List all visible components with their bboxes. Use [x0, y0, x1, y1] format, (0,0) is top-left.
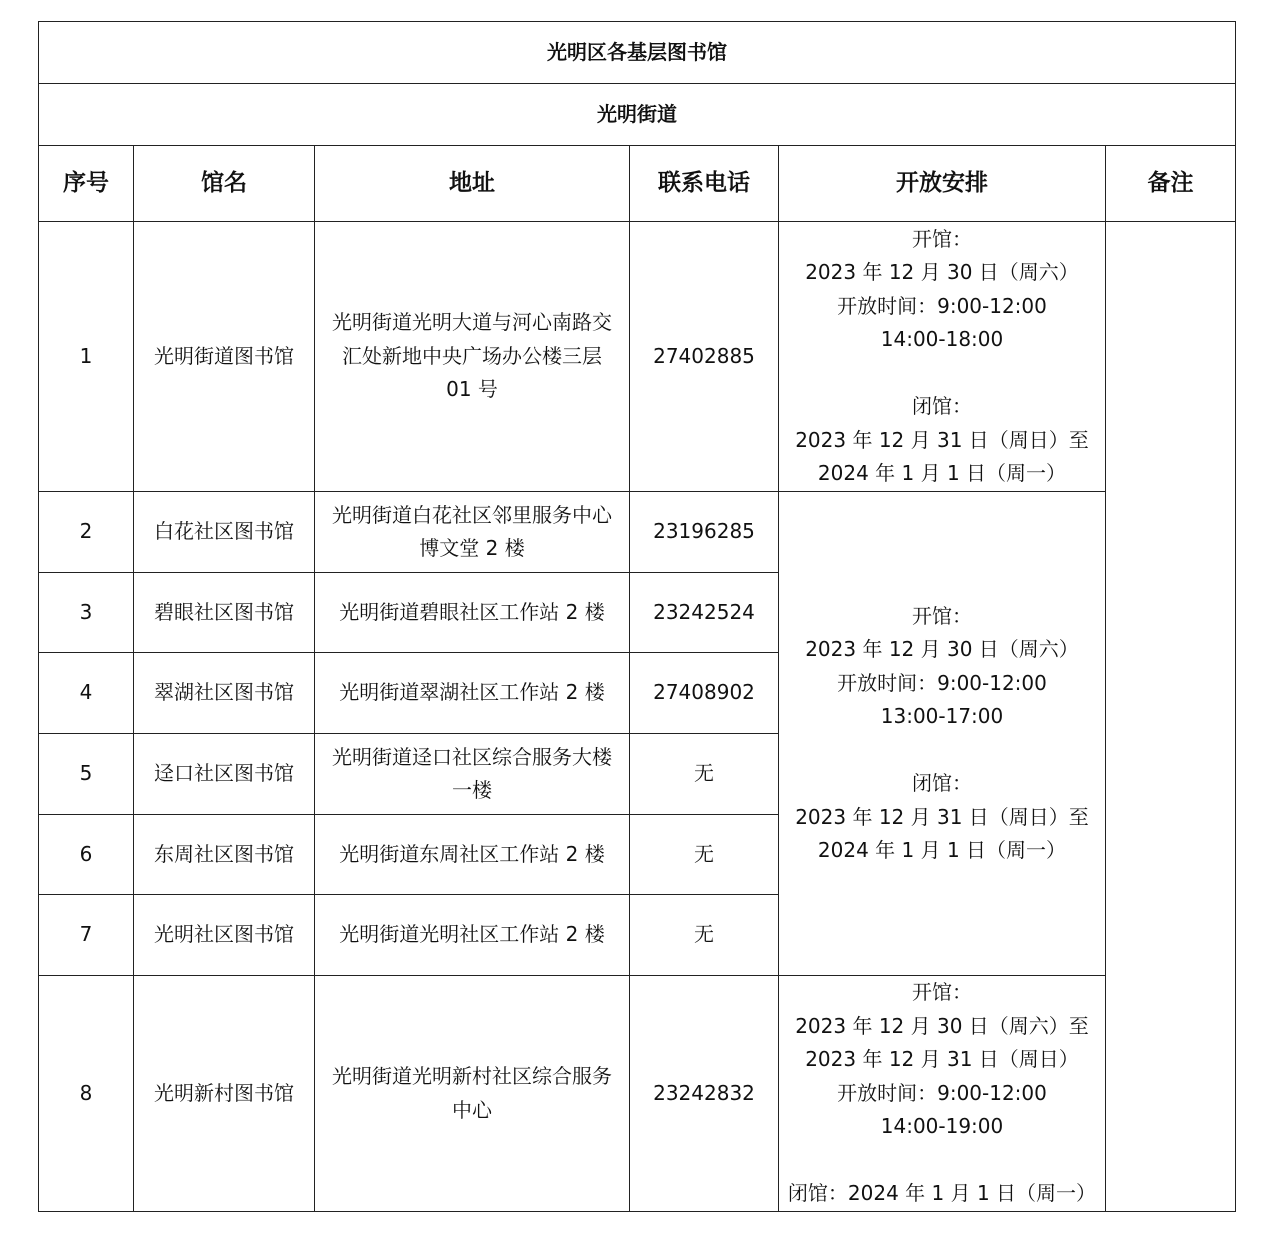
row-number: 1 — [39, 222, 134, 492]
library-phone: 27402885 — [630, 222, 779, 492]
open-date-end: 2023 年 12 月 31 日（周日） — [805, 1047, 1079, 1072]
library-name: 光明新村图书馆 — [134, 976, 315, 1212]
close-date-start: 2023 年 12 月 31 日（周日）至 — [795, 804, 1089, 829]
address-text: 光明街道翠湖社区工作站 2 楼 — [339, 680, 605, 705]
open-hours: 开放时间：9:00-12:00 — [837, 293, 1047, 318]
address-text: 光明街道光明新村社区综合服务中心 — [332, 1064, 612, 1122]
spacer — [785, 357, 1099, 391]
header-row — [39, 146, 1236, 222]
table-title: 光明区各基层图书馆 — [39, 22, 1236, 84]
row-number: 2 — [39, 492, 134, 573]
open-date-start: 2023 年 12 月 30 日（周六）至 — [795, 1013, 1089, 1038]
library-phone: 23242524 — [630, 573, 779, 653]
schedule-cell — [779, 976, 1106, 1212]
library-address — [315, 734, 630, 815]
header-remarks: 备注 — [1106, 146, 1236, 222]
row-number: 6 — [39, 815, 134, 895]
close-label: 闭馆： — [912, 771, 972, 795]
library-name: 光明社区图书馆 — [134, 895, 315, 976]
close-date-end: 2024 年 1 月 1 日（周一） — [817, 461, 1067, 485]
row-number: 4 — [39, 653, 134, 734]
open-date: 2023 年 12 月 30 日（周六） — [805, 637, 1079, 661]
header-schedule: 开放安排 — [779, 146, 1106, 222]
library-address — [315, 976, 630, 1212]
open-hours-afternoon: 13:00-17:00 — [880, 704, 1004, 728]
header-name: 馆名 — [134, 146, 315, 222]
title-row — [39, 22, 1236, 84]
open-label: 开馆： — [912, 226, 972, 251]
library-name: 碧眼社区图书馆 — [134, 573, 315, 653]
library-table — [38, 21, 1236, 1212]
library-address — [315, 222, 630, 492]
open-label: 开馆： — [912, 980, 972, 1005]
spacer — [785, 734, 1099, 768]
header-phone: 联系电话 — [630, 146, 779, 222]
remarks-cell — [1106, 222, 1236, 1212]
row-number: 8 — [39, 976, 134, 1212]
row-number: 7 — [39, 895, 134, 976]
library-phone: 无 — [630, 895, 779, 976]
open-hours: 开放时间：9:00-12:00 — [837, 670, 1047, 695]
library-address — [315, 492, 630, 573]
open-hours-afternoon: 14:00-19:00 — [880, 1114, 1004, 1139]
header-address: 地址 — [315, 146, 630, 222]
table-subtitle: 光明街道 — [39, 84, 1236, 146]
address-text: 光明街道碧眼社区工作站 2 楼 — [339, 599, 605, 624]
address-text: 光明街道白花社区邻里服务中心博文堂 2 楼 — [332, 502, 612, 560]
library-name: 翠湖社区图书馆 — [134, 653, 315, 734]
spacer — [785, 1144, 1099, 1178]
address-text: 光明街道光明社区工作站 2 楼 — [339, 922, 605, 947]
close-text: 闭馆：2024 年 1 月 1 日（周一） — [787, 1181, 1097, 1206]
library-name: 光明街道图书馆 — [134, 222, 315, 492]
address-text: 光明街道光明大道与河心南路交汇处新地中央广场办公楼三层 01 号 — [332, 310, 612, 402]
library-phone: 无 — [630, 815, 779, 895]
library-phone: 23242832 — [630, 976, 779, 1212]
open-hours: 开放时间：9:00-12:00 — [837, 1080, 1047, 1105]
schedule-cell — [779, 492, 1106, 976]
table-row — [39, 222, 1236, 492]
library-phone: 无 — [630, 734, 779, 815]
address-text: 光明街道东周社区工作站 2 楼 — [339, 841, 605, 866]
library-name: 白花社区图书馆 — [134, 492, 315, 573]
close-date-start: 2023 年 12 月 31 日（周日）至 — [795, 427, 1089, 452]
header-no: 序号 — [39, 146, 134, 222]
library-name: 东周社区图书馆 — [134, 815, 315, 895]
open-hours-afternoon: 14:00-18:00 — [880, 327, 1004, 351]
library-address — [315, 653, 630, 734]
library-phone: 23196285 — [630, 492, 779, 573]
row-number: 3 — [39, 573, 134, 653]
schedule-cell — [779, 222, 1106, 492]
library-address — [315, 815, 630, 895]
subtitle-row — [39, 84, 1236, 146]
library-address — [315, 895, 630, 976]
library-name: 迳口社区图书馆 — [134, 734, 315, 815]
library-phone: 27408902 — [630, 653, 779, 734]
table-row — [39, 976, 1236, 1212]
open-label: 开馆： — [912, 603, 972, 628]
close-label: 闭馆： — [912, 394, 972, 418]
library-address — [315, 573, 630, 653]
close-date-end: 2024 年 1 月 1 日（周一） — [817, 838, 1067, 862]
open-date: 2023 年 12 月 30 日（周六） — [805, 260, 1079, 284]
address-text: 光明街道迳口社区综合服务大楼一楼 — [332, 744, 612, 802]
table-row — [39, 492, 1236, 573]
row-number: 5 — [39, 734, 134, 815]
